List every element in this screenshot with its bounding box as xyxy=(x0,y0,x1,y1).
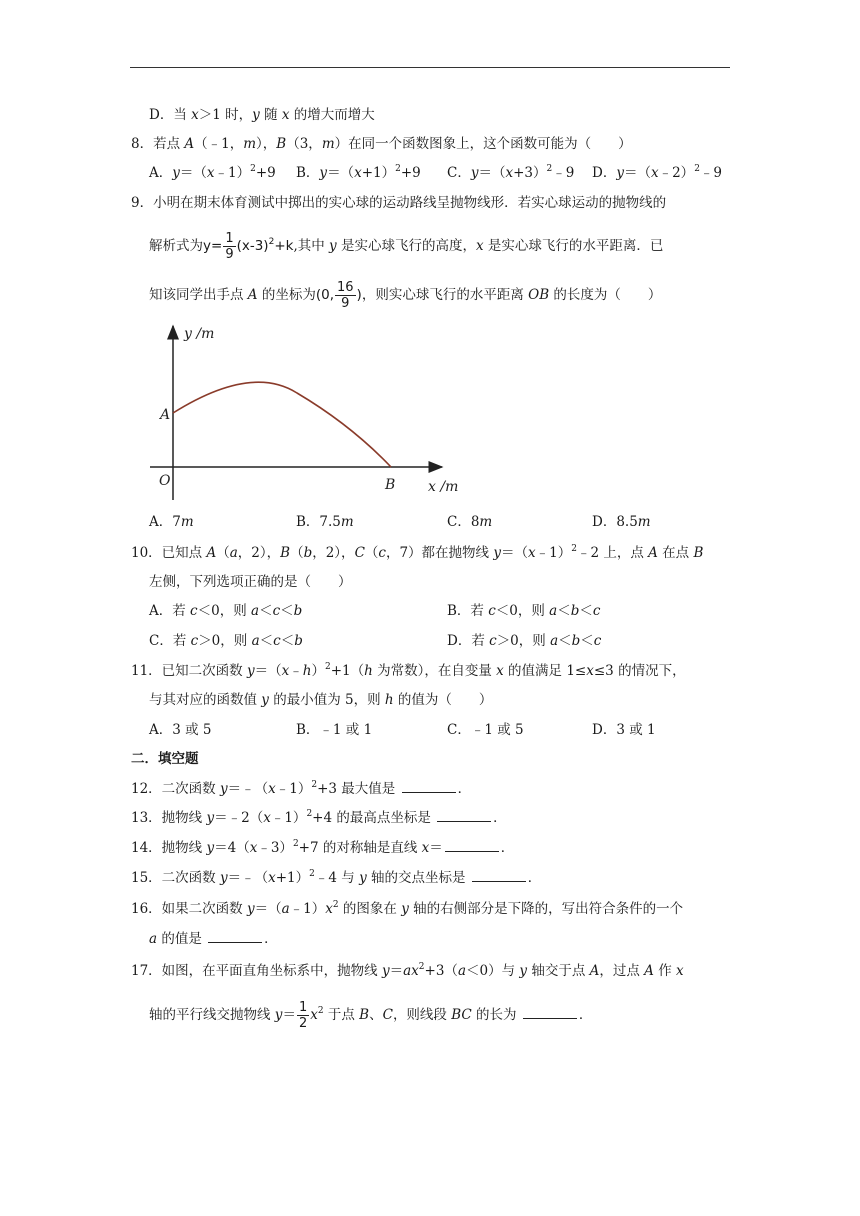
q13-answer-blank[interactable] xyxy=(437,809,491,822)
q9-option-b[interactable]: B．7.5m xyxy=(296,514,354,530)
q11-option-d[interactable]: D．3 或 1 xyxy=(592,722,656,738)
parabola-curve xyxy=(173,382,391,467)
q10-option-a[interactable]: A．若 c＜0，则 a＜c＜b xyxy=(149,603,303,619)
q10-option-d[interactable]: D．若 c＞0，则 a＜b＜c xyxy=(447,633,602,649)
q17-line1: 17．如图，在平面直角坐标系中，抛物线 $y=ax^2+3(a<0)$与 y 轴交于点 A，过点 A 作 x xyxy=(131,962,684,979)
q9-option-c[interactable]: C．8m xyxy=(447,514,493,530)
q13: 13．抛物线 y＝﹣2（x﹣1）$^2$+4 的最高点坐标是 ． xyxy=(131,809,507,826)
q14-answer-blank[interactable] xyxy=(445,839,499,852)
fraction-1-9: $\frac{1}{9}$ xyxy=(225,231,234,262)
q10-option-b[interactable]: B．若 c＜0，则 a＜b＜c xyxy=(447,603,601,619)
x-axis-label: x /m xyxy=(428,479,459,495)
q15-answer-blank[interactable] xyxy=(472,869,526,882)
q8-option-b[interactable]: B．$y=(x+1)^2+9$ xyxy=(296,164,421,181)
q11-option-b[interactable]: B．﹣1 或 1 xyxy=(296,722,373,738)
point-a-label: A xyxy=(160,407,171,423)
q17-answer-blank[interactable] xyxy=(523,1006,577,1019)
q9-figure xyxy=(140,318,480,508)
q17-line2: 轴的平行线交抛物线 y＝ $\frac{1}{2}$ $x^2$ 于点 B、C，则线段 BC 的长为 ． xyxy=(149,1000,593,1031)
q8-option-c[interactable]: C．$y=(x+3)^2﹣9$ xyxy=(447,164,575,181)
q9-stem-line3: 知该同学出手点 A 的坐标为(0, $\frac{16}{9}$ )，则实心球飞行的水平距离 OB 的长度为（ ） xyxy=(149,280,662,311)
q8-stem: 8．若点 A（﹣1，m），B（3，m）在同一个函数图象上，这个函数可能为（ ） xyxy=(131,136,632,152)
q8-option-a[interactable]: A．y＝（x﹣1）$^2$+9 xyxy=(149,164,276,181)
q11-option-a[interactable]: A．3 或 5 xyxy=(149,722,212,738)
q16-line1: 16．如果二次函数 $y=(a﹣1)x^2$ 的图象在 y 轴的右侧部分是下降的，写出符合条件的一个 xyxy=(131,900,684,917)
q11-option-c[interactable]: C．﹣1 或 5 xyxy=(447,722,524,738)
q12-answer-blank[interactable] xyxy=(402,780,456,793)
q12: 12．二次函数 y＝﹣（x﹣1）$^2$+3 最大值是 ． xyxy=(131,780,472,797)
point-b-label: B xyxy=(385,477,396,493)
q15: 15．二次函数 $y=﹣(x+1)^2﹣4$ 与 y 轴的交点坐标是 ． xyxy=(131,869,542,886)
q9-option-d[interactable]: D．8.5m xyxy=(592,514,651,530)
q10-option-c[interactable]: C．若 c＞0，则 a＜c＜b xyxy=(149,633,303,649)
q9-option-a[interactable]: A．7m xyxy=(149,514,194,530)
q9-stem-line2: 解析式为y= $\frac{1}{9}$ $(x-3)^2+k$,其中 y 是实心球飞行的高度，x 是实心球飞行的水平距离．已 xyxy=(149,231,664,262)
q16-line2: a 的值是 ． xyxy=(149,931,278,947)
section-title-fill-in: 二．填空题 xyxy=(131,751,199,767)
fraction-1-2: $\frac{1}{2}$ xyxy=(298,1000,308,1031)
q10-stem-line2: 左侧，下列选项正确的是（ ） xyxy=(149,574,352,590)
q8-option-d[interactable]: D．y＝（x﹣2）$^2$﹣9 xyxy=(592,164,723,181)
q10-stem-line1: 10．已知点 A（a，2），B（b，2），C（c，7）都在抛物线 y＝（x﹣1）$^2$﹣2 上，点 A 在点 B xyxy=(131,544,704,561)
q14: 14．抛物线 y＝4（x﹣3）$^2$+7 的对称轴是直线 x＝ ． xyxy=(131,839,515,856)
q9-stem-line1: 9．小明在期末体育测试中掷出的实心球的运动路线呈抛物线形．若实心球运动的抛物线的 xyxy=(131,195,667,211)
q7-option-d[interactable]: D．当 x＞1 时，y 随 x 的增大而增大 xyxy=(149,107,375,123)
q16-answer-blank[interactable] xyxy=(208,930,262,943)
origin-label: O xyxy=(159,473,171,489)
q11-stem-line2: 与其对应的函数值 y 的最小值为 5，则 h 的值为（ ） xyxy=(149,692,493,708)
y-axis-label: y /m xyxy=(184,326,215,342)
fraction-16-9: $\frac{16}{9}$ xyxy=(337,280,354,311)
q11-stem-line1: 11．已知二次函数 y＝（x﹣h）$^2$+1（h 为常数），在自变量 x 的值满足 1≤x≤3 的情况下， xyxy=(131,662,686,679)
header-rule xyxy=(130,67,730,68)
